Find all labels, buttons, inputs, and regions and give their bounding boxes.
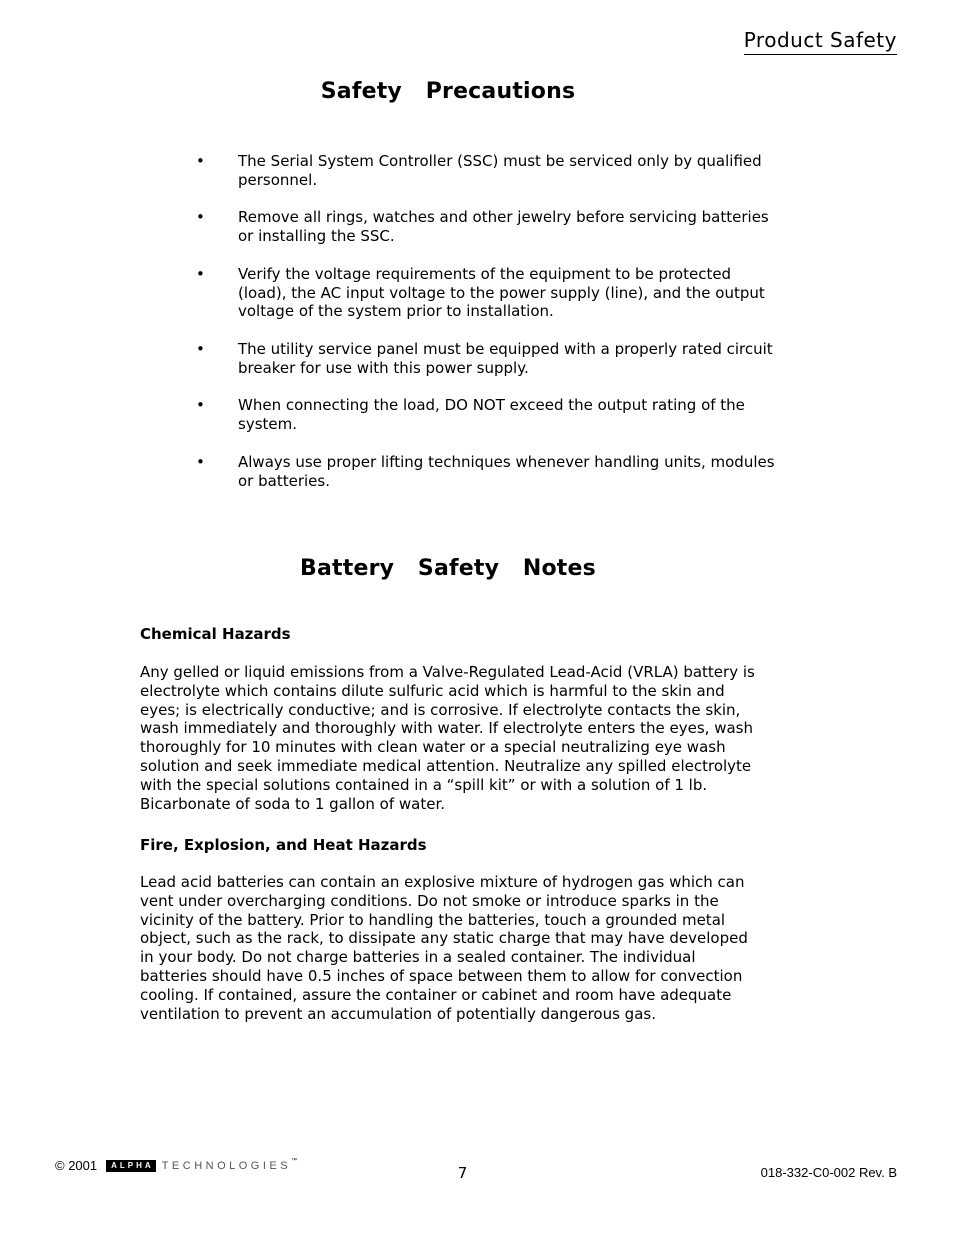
bullet-icon: • (196, 339, 205, 358)
list-item-text: Always use proper lifting techniques whenever handling units, modules or batteries. (238, 452, 775, 490)
logo-alpha-text: ALPHA (106, 1160, 156, 1172)
list-item (196, 453, 776, 491)
list-item (196, 152, 776, 190)
list-item-text: The Serial System Controller (SSC) must be serviced only by qualified personnel. (238, 152, 762, 189)
safety-precautions-list (196, 152, 776, 509)
chemical-hazards-heading: Chemical Hazards (140, 625, 291, 643)
page-number: 7 (457, 1164, 468, 1182)
trademark-symbol: ™ (291, 1157, 298, 1164)
list-item-text: When connecting the load, DO NOT exceed the output rating of the system. (238, 396, 745, 434)
list-item (196, 340, 776, 378)
list-item (196, 265, 776, 321)
list-item-text: Remove all rings, watches and other jewelry before servicing batteries or installing the SSC. (238, 208, 769, 246)
fire-hazards-heading: Fire, Explosion, and Heat Hazards (140, 836, 427, 854)
safety-precautions-title: Safety Precautions (320, 79, 576, 104)
chemical-hazards-body: Any gelled or liquid emissions from a Valve-Regulated Lead-Acid (VRLA) battery is electrolyte which contains dilute sulfuric acid which is harmful to the skin and eyes; is electrically conductive; and is corrosive. If electrolyte contacts the skin, wash immediately and thoroughly with water. If electrolyte enters the eyes, wash thoroughly for 10 minutes with clean water or a special neutralizing eye wash solution and seek immediate medical attention. Neutralize any spilled electrolyte with the special solutions contained in a “spill kit” or with a solution of 1 lb. Bicarbonate of soda to 1 gallon of water. (140, 663, 755, 813)
document-number: 018-332-C0-002 Rev. B (760, 1165, 897, 1180)
list-item (196, 396, 776, 434)
bullet-icon: • (196, 152, 205, 170)
list-item (196, 208, 776, 246)
battery-safety-title: Battery Safety Notes (300, 556, 596, 581)
fire-hazards-body: Lead acid batteries can contain an explosive mixture of hydrogen gas which can vent under overcharging conditions. Do not smoke or introduce sparks in the vicinity of the battery. Prior to handling the batteries, touch a grounded metal object, such as the rack, to dissipate any static charge that may have developed in your body. Do not charge batteries in a sealed container. The individual batteries should have 0.5 inches of space between them to allow for convection cooling. If contained, assure the container or cabinet and room have adequate ventilation to prevent an accumulation of potentially dangerous gas. (140, 873, 748, 1023)
running-header-title: Product Safety (744, 28, 897, 55)
bullet-icon: • (196, 452, 205, 471)
bullet-icon: • (196, 396, 205, 415)
logo-technologies-text: TECHNOLOGIES (161, 1159, 292, 1172)
list-item-text: The utility service panel must be equipped with a properly rated circuit breaker for use with this power supply. (238, 339, 773, 377)
bullet-icon: • (196, 264, 205, 283)
bullet-icon: • (196, 208, 205, 227)
copyright-text: © 2001 (55, 1158, 98, 1173)
list-item-text: Verify the voltage requirements of the equipment to be protected (load), the AC input voltage to the power supply (line), and the output voltage of the system prior to installation. (238, 264, 765, 321)
